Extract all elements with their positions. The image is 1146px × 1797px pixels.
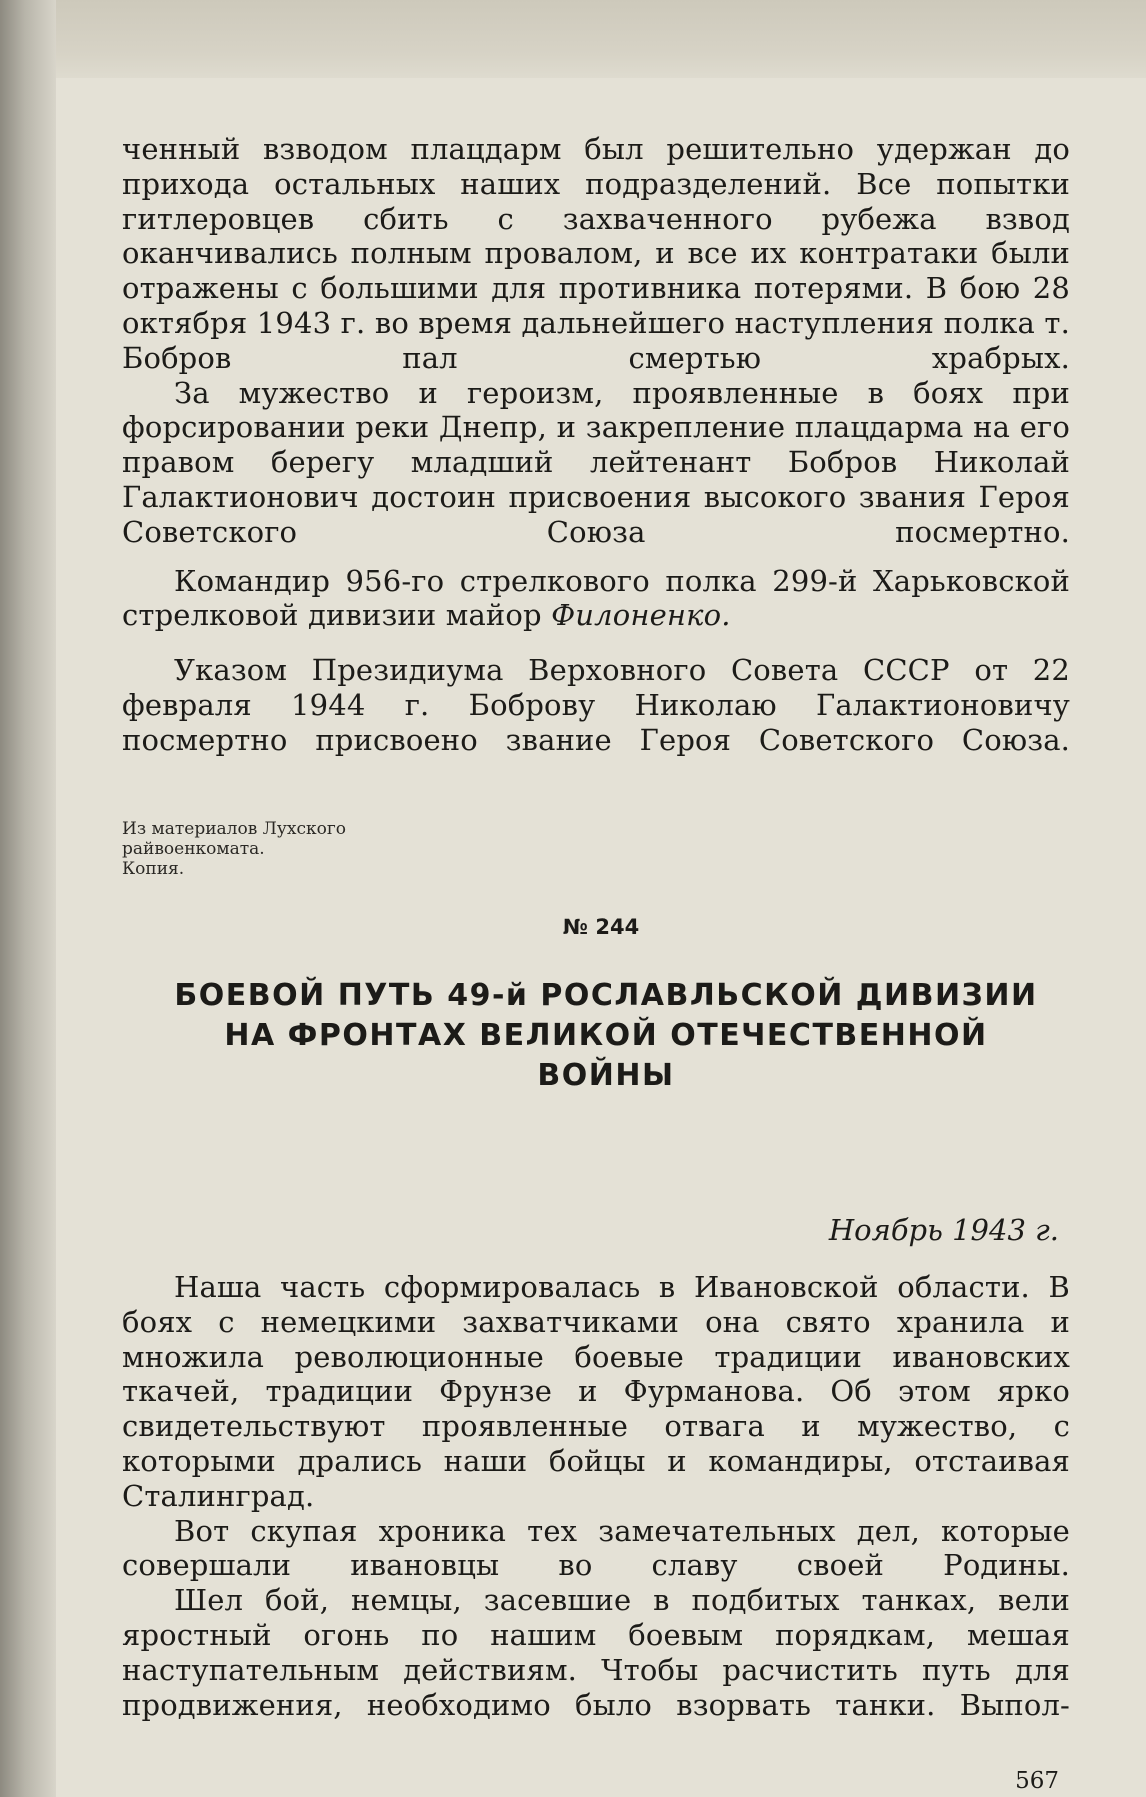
page-number: 567 <box>1015 1768 1059 1794</box>
source-note-line: Копия. <box>122 859 185 879</box>
paragraph-decree: Указом Президиума Верховного Совета СССР от 22 февраля 1944 г. Боброву Николаю Галактионовичу посмертно присвоено звание Героя Советского Союза. <box>122 653 1070 757</box>
title-line: ВОЙНЫ <box>537 1058 675 1093</box>
title-line: НА ФРОНТАХ ВЕЛИКОЙ ОТЕЧЕСТВЕННОЙ <box>224 1018 988 1053</box>
body-text-block <box>122 1270 1070 1722</box>
page-binding-shadow <box>0 0 56 1797</box>
source-note-line: райвоенкомата. <box>122 839 265 859</box>
document-date: Ноябрь 1943 г. <box>828 1213 1059 1247</box>
commander-text: Командир 956-го стрелкового полка 299-й Харьковской стрелковой дивизии майор <box>122 563 1070 633</box>
commander-signature: Филоненко. <box>551 598 731 633</box>
paragraph-chronicle: Вот скупая хроника тех замечательных дел, которые совершали ивановцы во славу своей Родины. <box>122 1513 1070 1583</box>
top-text-block <box>122 132 1070 758</box>
source-note-line: Из материалов Лухского <box>122 819 346 839</box>
source-note <box>122 819 346 879</box>
document-number: № 244 <box>562 915 640 939</box>
paragraph-battle: Шел бой, немцы, засевшие в подбитых танках, вели яростный огонь по нашим боевым порядкам, мешая наступательным действиям. Чтобы расчистить путь для продвижения, необходимо было взорвать танки. Выпол- <box>122 1583 1070 1722</box>
page-top-strip <box>56 0 1146 78</box>
document-title <box>146 976 1066 1096</box>
paragraph-continuation: ченный взводом плацдарм был решительно удержан до прихода остальных наших подразделений. Все попытки гитлеровцев сбить с захваченного рубежа взвод оканчивались полным провалом, и все их контратаки были отражены с большими для противника потерями. В бою 28 октября 1943 г. во время дальнейшего наступления полка т. Бобров пал смертью храбрых. <box>122 132 1070 375</box>
paragraph-award-reason: За мужество и героизм, проявленные в боях при форсировании реки Днепр, и закрепление плацдарма на его правом берегу младший лейтенант Бобров Николай Галактионович достоин присвоения высокого звания Героя Советского Союза посмертно. <box>122 375 1070 549</box>
paragraph-division-origin: Наша часть сформировалась в Ивановской области. В боях с немецкими захватчиками она свято хранила и множила революционные боевые традиции ивановских ткачей, традиции Фрунзе и Фурманова. Об этом ярко свидетельствуют проявленные отвага и мужество, с которыми дрались наши бойцы и командиры, отстаивая Сталинград. <box>122 1270 1070 1513</box>
book-page <box>56 78 1146 1797</box>
title-line: БОЕВОЙ ПУТЬ 49-й РОСЛАВЛЬСКОЙ ДИВИЗИИ <box>174 978 1038 1013</box>
paragraph-commander <box>122 564 1070 634</box>
